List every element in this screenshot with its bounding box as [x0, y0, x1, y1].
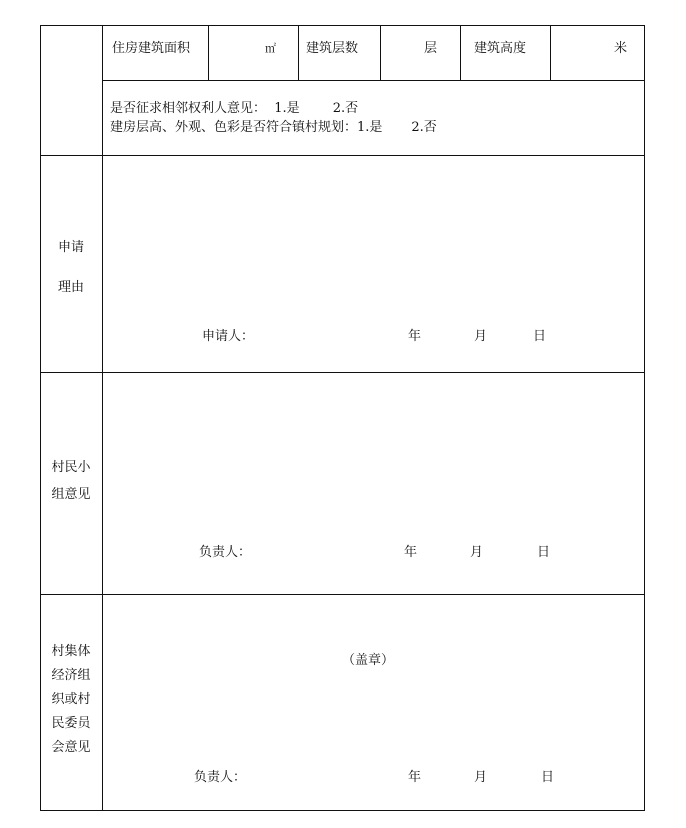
- form-table: [40, 25, 645, 811]
- planning-compliance-line: 建房层高、外观、色彩是否符合镇村规划：1.是 2.否: [110, 120, 437, 135]
- group-day: 日: [537, 545, 551, 560]
- group-year: 年: [404, 545, 418, 560]
- building-area-label: 住房建筑面积: [112, 41, 191, 56]
- top-cell-divider-5: [550, 25, 551, 80]
- row-divider-1: [40, 155, 645, 156]
- application-reason-label: [41, 228, 101, 308]
- committee-month: 月: [474, 770, 488, 785]
- building-floors-label: 建筑层数: [306, 41, 359, 56]
- row-divider-top-inner: [102, 80, 645, 81]
- building-area-unit: ㎡: [265, 42, 276, 55]
- committee-day: 日: [541, 770, 555, 785]
- top-cell-divider-2: [298, 25, 299, 80]
- building-height-unit: 米: [614, 41, 628, 56]
- application-reason-label-line1: 申请: [57, 240, 84, 255]
- top-cell-divider-4: [460, 25, 461, 80]
- village-group-label-line1: 村民小: [51, 460, 91, 475]
- village-committee-label-line2: 经济组: [51, 668, 91, 683]
- group-month: 月: [470, 545, 484, 560]
- village-group-label-line2: 组意见: [51, 487, 91, 502]
- left-column-divider: [102, 25, 103, 811]
- village-committee-label-line1: 村集体: [51, 644, 91, 659]
- village-committee-label-line5: 会意见: [51, 740, 91, 755]
- village-committee-label-line3: 织或村: [51, 692, 91, 707]
- applicant-year: 年: [408, 329, 422, 344]
- row-divider-2: [40, 372, 645, 373]
- neighbor-opinion-line: 是否征求相邻权利人意见： 1.是 2.否: [110, 101, 359, 116]
- committee-leader-signature-label: 负责人：: [194, 770, 247, 785]
- group-leader-signature-label: 负责人：: [199, 545, 252, 560]
- applicant-month: 月: [474, 329, 488, 344]
- row-divider-3: [40, 594, 645, 595]
- seal-placeholder: （盖章）: [342, 653, 395, 668]
- building-height-label: 建筑高度: [474, 41, 527, 56]
- applicant-day: 日: [533, 329, 547, 344]
- top-cell-divider-1: [208, 25, 209, 80]
- applicant-signature-label: 申请人：: [202, 329, 255, 344]
- village-committee-label: [41, 640, 101, 760]
- village-group-label: [41, 454, 101, 508]
- committee-year: 年: [408, 770, 422, 785]
- building-floors-unit: 层: [424, 41, 438, 56]
- application-reason-label-line2: 理由: [57, 280, 84, 295]
- top-cell-divider-3: [380, 25, 381, 80]
- village-committee-label-line4: 民委员: [51, 716, 91, 731]
